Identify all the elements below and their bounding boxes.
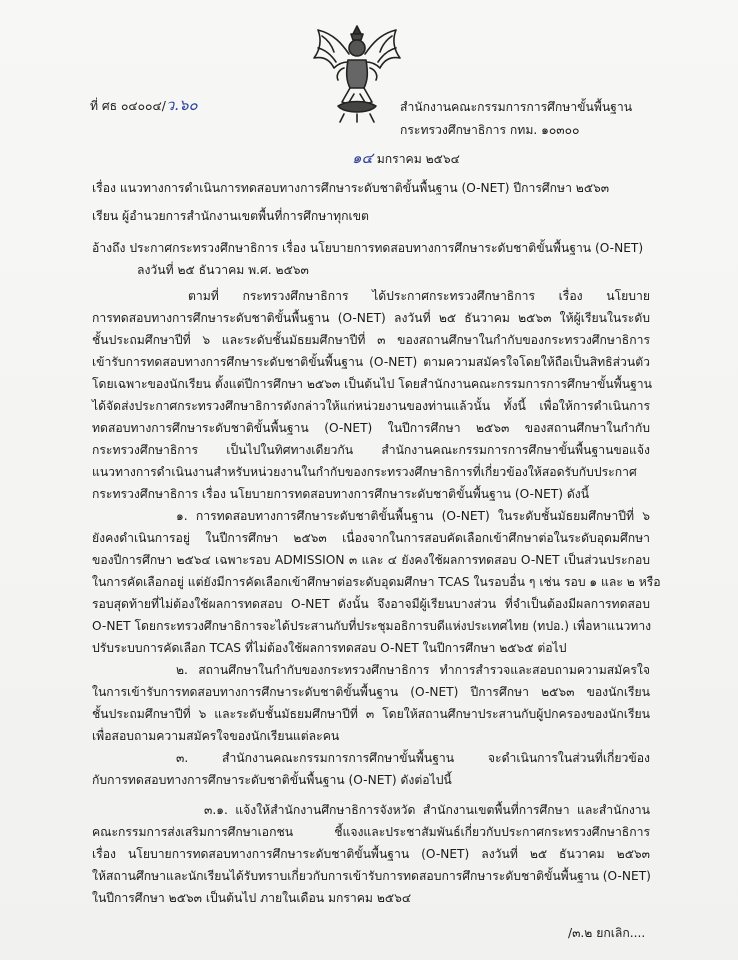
body-line: เข้ารับการทดสอบทางการศึกษาระดับชาติขั้นพื้นฐาน (O-NET) ตามความสมัครใจโดยให้ถือเป็นสิทธิส่วนตัว [92,355,650,369]
body-line: กระทรวงศึกษาธิการ เรื่อง นโยบายการทดสอบทางการศึกษาระดับชาติขั้นพื้นฐาน (O-NET) ดังนี้ [92,487,590,501]
reference-date-line: ลงวันที่ ๒๕ ธันวาคม พ.ศ. ๒๕๖๓ [137,263,309,277]
body-line: คณะกรรมการส่งเสริมการศึกษาเอกชน ชี้แจงและประชาสัมพันธ์เกี่ยวกับประกาศกระทรวงศึกษาธิการ [92,825,650,839]
body-line: ได้จัดส่งประกาศกระทรวงศึกษาธิการดังกล่าวให้แก่หน่วยงานของท่านแล้วนั้น ทั้งนี้ เพื่อให้การดำเนินการ [92,399,650,413]
salutation-line: เรียน ผู้อำนวยการสำนักงานเขตพื้นที่การศึกษาทุกเขต [92,209,369,223]
body-line: ในการเข้ารับการทดสอบทางการศึกษาระดับชาติขั้นพื้นฐาน (O-NET) ปีการศึกษา ๒๕๖๓ ของนักเรียน [92,685,650,699]
body-line: ในปีการศึกษา ๒๕๖๓ เป็นต้นไป ภายในเดือน มกราคม ๒๕๖๔ [92,891,412,905]
body-line: ยังคงดำเนินการอยู่ ในปีการศึกษา ๒๕๖๓ เนื่องจากในการสอบคัดเลือกเข้าศึกษาต่อในระดับอุดมศึกษา [92,531,650,545]
body-line: กระทรวงศึกษาธิการ เป็นไปในทิศทางเดียวกัน สำนักงานคณะกรรมการการศึกษาขั้นพื้นฐานขอแจ้ง [92,443,650,457]
body-line: แนวทางการดำเนินงานสำหรับหน่วยงานในกำกับของกระทรวงศึกษาธิการที่เกี่ยวข้องให้สอดรับกับประกาศ [92,465,637,479]
body-line: ทดสอบทางการศึกษาระดับชาติขั้นพื้นฐาน (O-NET) ในปีการศึกษา ๒๕๖๓ ของสถานศึกษาในกำกับ [92,421,650,435]
body-line: ปรับระบบการคัดเลือก TCAS ที่ไม่ต้องใช้ผลการทดสอบ O-NET ในปีการศึกษา ๒๕๖๕ ต่อไป [92,641,567,655]
body-line: ๓. สำนักงานคณะกรรมการการศึกษาขั้นพื้นฐาน จะดำเนินการในส่วนที่เกี่ยวข้อง [176,751,650,765]
body-line: ของปีการศึกษา ๒๕๖๔ เฉพาะรอบ ADMISSION ๓ และ ๔ ยังคงใช้ผลการทดสอบ O-NET เป็นส่วนประกอบ [92,553,650,567]
body-line: เพื่อสอบถามความสมัครใจของนักเรียนแต่ละคน [92,729,340,743]
body-line: O-NET โดยกระทรวงศึกษาธิการจะได้ประสานกับที่ประชุมอธิการบดีแห่งประเทศไทย (ทปอ.) เพื่อหาแนวทาง [92,619,652,633]
document-date [352,150,460,167]
garuda-emblem-icon [308,20,406,124]
body-line: การทดสอบทางการศึกษาระดับชาติขั้นพื้นฐาน (O-NET) ลงวันที่ ๒๕ ธันวาคม ๒๕๖๓ ให้ผู้เรียนในระดับ [92,311,650,325]
body-line: ๒. สถานศึกษาในกำกับของกระทรวงศึกษาธิการ ทำการสำรวจและสอบถามความสมัครใจ [176,663,650,677]
body-line: ในการคัดเลือกอยู่ แต่ยังมีการคัดเลือกเข้าศึกษาต่อระดับอุดมศึกษา TCAS ในรอบอื่น ๆ เช่น รอบ ๑ และ ๒ หรือ [92,575,661,589]
body-line: รอบสุดท้ายที่ไม่ต้องใช้ผลการทดสอบ O-NET ดังนั้น จึงอาจมีผู้เรียนบางส่วน ที่จำเป็นต้องมีผลการทดสอบ [92,597,650,611]
body-line: ให้สถานศึกษาและนักเรียนได้รับทราบเกี่ยวกับการเข้ารับการทดสอบการศึกษาระดับชาติขั้นพื้นฐาน (O-NET) [92,869,651,883]
body-line: โดยเฉพาะของนักเรียน ตั้งแต่ปีการศึกษา ๒๕๖๓ เป็นต้นไป โดยสำนักงานคณะกรรมการการศึกษาขั้นพื้นฐาน [92,377,652,391]
date-month-year: มกราคม ๒๕๖๔ [376,152,460,166]
document-reference-number [90,97,198,114]
continuation-marker: /๓.๒ ยกเลิก.... [568,926,646,940]
body-line: ๓.๑. แจ้งให้สำนักงานศึกษาธิการจังหวัด สำนักงานเขตพื้นที่การศึกษา และสำนักงาน [204,803,650,817]
reference-line: อ้างถึง ประกาศกระทรวงศึกษาธิการ เรื่อง นโยบายการทดสอบทางการศึกษาระดับชาติขั้นพื้นฐาน (O-NET) [92,241,644,255]
subject-line: เรื่อง แนวทางการดำเนินการทดสอบทางการศึกษาระดับชาติขั้นพื้นฐาน (O-NET) ปีการศึกษา ๒๕๖๓ [92,181,610,195]
body-line: ๑. การทดสอบทางการศึกษาระดับชาติขั้นพื้นฐาน (O-NET) ในระดับชั้นมัธยมศึกษาปีที่ ๖ [176,509,650,523]
date-handwritten-day: ๑๔ [352,149,373,167]
reference-prefix: ที่ ศธ ๐๔๐๐๔/ [90,99,166,113]
body-line: ชั้นประถมศึกษาปีที่ ๖ และระดับชั้นมัธยมศึกษาปีที่ ๓ ของสถานศึกษาในกำกับของกระทรวงศึกษาธิการ [92,333,650,347]
agency-address: กระทรวงศึกษาธิการ กทม. ๑๐๓๐๐ [400,123,580,137]
body-line: เรื่อง นโยบายการทดสอบทางการศึกษาระดับชาติขั้นพื้นฐาน (O-NET) ลงวันที่ ๒๕ ธันวาคม ๒๕๖๓ [92,847,650,861]
agency-name: สำนักงานคณะกรรมการการศึกษาขั้นพื้นฐาน [400,100,633,114]
reference-handwritten: ว.๖๐ [165,96,198,114]
body-line: กับการทดสอบทางการศึกษาระดับชาติขั้นพื้นฐาน (O-NET) ดังต่อไปนี้ [92,773,452,787]
body-line: ตามที่ กระทรวงศึกษาธิการ ได้ประกาศกระทรวงศึกษาธิการ เรื่อง นโยบาย [188,289,650,303]
body-line: ชั้นประถมศึกษาปีที่ ๖ และระดับชั้นมัธยมศึกษาปีที่ ๓ โดยให้สถานศึกษาประสานกับผู้ปกครองของนักเรียน [92,707,650,721]
